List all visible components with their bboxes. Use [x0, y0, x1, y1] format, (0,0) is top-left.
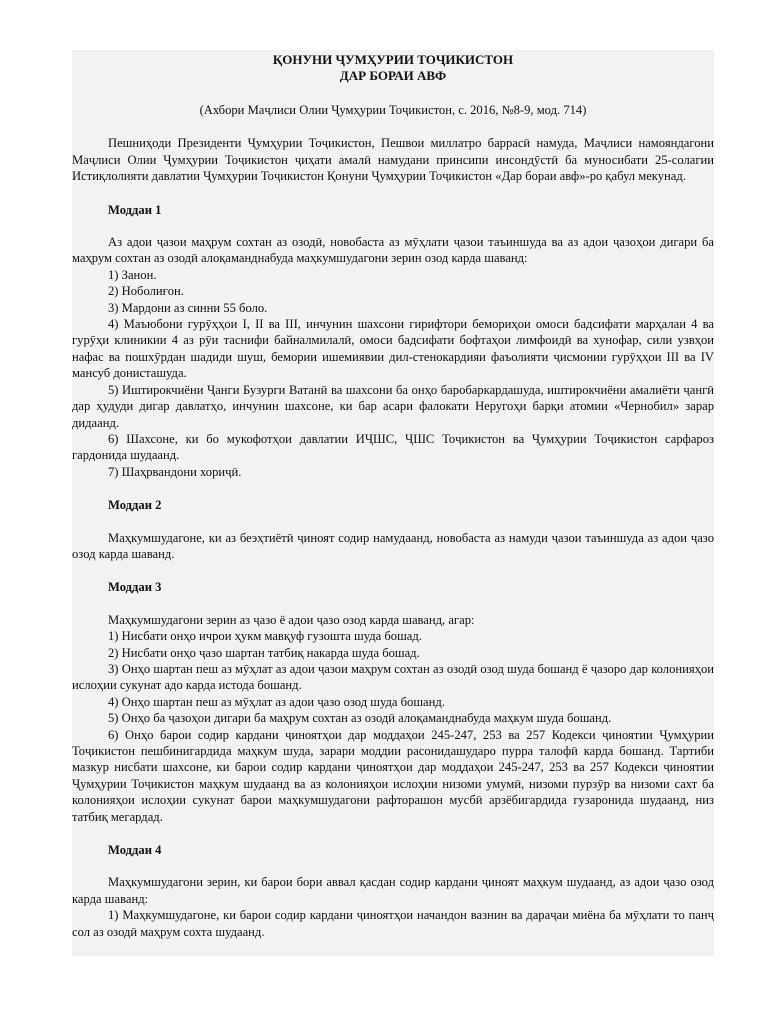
- article-1-item: 6) Шахсоне, ки бо мукофотҳои давлатии ИҶШС, ҶШС Тоҷикистон ва Ҷумҳурии Тоҷикистон сарфароз гардонида шудаанд.: [72, 431, 714, 463]
- article-1-item: 2) Ноболиғон.: [108, 284, 184, 299]
- article-3-heading: Моддаи 3: [108, 580, 162, 595]
- article-3-lead: Маҳкумшудагони зерин аз ҷазо ё адои ҷазо озод карда шаванд, агар:: [108, 612, 475, 627]
- article-3-item: 2) Нисбати онҳо ҷазо шартан татбиқ накарда шуда бошад.: [108, 645, 420, 660]
- article-4-item: 1) Маҳкумшудагоне, ки барои содир кардани ҷиноятҳои начандон вазнин ва дараҷаи миёна ба мӯҳлати то панҷ сол аз озодӣ маҳрум сохта шудаанд.: [72, 908, 714, 939]
- source-citation: (Ахбори Маҷлиси Олии Ҷумҳурии Тоҷикистон, с. 2016, №8-9, мод. 714): [199, 103, 587, 117]
- article-1-item: 7) Шаҳрвандони хориҷӣ.: [108, 464, 242, 479]
- article-1-lead: Аз адои ҷазои маҳрум сохтан аз озодӣ, новобаста аз мӯҳлати ҷазои таъиншуда ва аз адои ҷазоҳои дигари ба маҳрум сохтан аз озодӣ алоқаманднабуда маҳкумшудагони зерин озод карда шаванд:: [72, 235, 714, 266]
- article-3-item: 6) Онҳо барои содир кардани ҷиноятҳои дар моддаҳои 245-247, 253 ва 257 Кодекси ҷиноятии Ҷумҳурии Тоҷикистон пешбинигардида маҳкум шуда, зарари моддии расонидашударо пурра талофӣ карда бошанд. Тартиби мазкур нисбати шахсоне, ки барои содир кардани ҷиноятҳои дар моддаҳои 245-247, 253 ва 257 Кодекси ҷиноятии Ҷумҳурии Тоҷикистон маҳкум шудаанд ва аз колонияҳои ислоҳии низоми умумӣ, низоми пурзӯр ва низоми сахт ба колонияҳои ислоҳии сукунат барои маҳкумшудагони рафторашон мусбӣ арзёбигардида гузаронида шудаанд, низ татбиқ мегардад.: [72, 727, 714, 824]
- article-3-item: 3) Онҳо шартан пеш аз мӯҳлат аз адои ҷазои маҳрум сохтан аз озодӣ озод шуда бошанд ё ҷазоро дар колонияҳои ислоҳии сукунат адо карда истода бошанд.: [72, 661, 714, 693]
- article-3-item: 1) Нисбати онҳо ичрои ҳукм мавқуф гузошта шуда бошад.: [108, 629, 422, 644]
- article-4-lead: Маҳкумшудагони зерин, ки барои бори аввал қасдан содир кардани ҷиноят маҳкум шудаанд, аз адои ҷазо озод карда шаванд:: [72, 875, 714, 906]
- article-1-heading: Моддаи 1: [108, 202, 162, 217]
- article-1-item: 1) Занон.: [108, 267, 157, 282]
- article-4-heading: Моддаи 4: [108, 843, 162, 858]
- article-3-item: 4) Онҳо шартан пеш аз мӯҳлат аз адои ҷазо озод шуда бошанд.: [108, 694, 445, 709]
- preamble: Пешниҳоди Президенти Ҷумҳурии Тоҷикистон, Пешвои миллатро баррасӣ намуда, Маҷлиси намояндагони Маҷлиси Олии Ҷумҳурии Тоҷикистон ҷиҳати амалӣ намудани принсипи инсондӯстӣ ба муносибати 25-солагии Истиқлолияти давлатии Ҷумҳурии Тоҷикистон Қонуни Ҷумҳурии Тоҷикистон «Дар бораи авф»-ро қабул мекунад.: [72, 136, 714, 184]
- law-title-line1: ҚОНУНИ ҶУМҲУРИИ ТОҶИКИСТОН: [272, 52, 514, 67]
- article-2-text: Маҳкумшудагоне, ки аз беэҳтиётӣ ҷиноят содир намудаанд, новобаста аз намуди ҷазои таъиншуда аз адои ҷазо озод карда шаванд.: [72, 530, 714, 561]
- law-title-line2: ДАР БОРАИ АВФ: [339, 68, 447, 83]
- article-1-item: 3) Мардони аз синни 55 боло.: [108, 300, 268, 315]
- article-3-item: 5) Онҳо ба ҷазоҳои дигари ба маҳрум сохтан аз озодӣ алоқаманднабуда маҳкум шуда бошанд.: [108, 711, 612, 726]
- article-2-heading: Моддаи 2: [108, 498, 162, 513]
- article-1-item: 5) Иштирокчиёни Ҷанги Бузурги Ватанӣ ва шахсони ба онҳо баробаркардашуда, иштирокчиёни амалиёти ҷангӣ дар ҳудуди дигар давлатҳо, инчунин шахсоне, ки бар асари фалокати Неругоҳи барқи атомии «Чернобил» зарар дидаанд.: [72, 382, 714, 430]
- document-page: [72, 50, 714, 956]
- article-1-item: 4) Маъюбони гурӯҳҳои I, II ва III, инчунин шахсони гирифтори бемориҳои омоси бадсифати марҳалаи 4 ва гурӯҳи клиникии 4 аз рӯи таснифи байналмилалӣ, омоси бадсифати бофтаҳои лимфоидӣ ва хунофар, сили узвҳои нафас ва пошхӯрдан шадиди шуш, бемории ишемиявии дил-стенокардияи фаъолияти ҷисмонии гурӯҳҳои III ва IV мансуб донисташуда.: [72, 317, 714, 381]
